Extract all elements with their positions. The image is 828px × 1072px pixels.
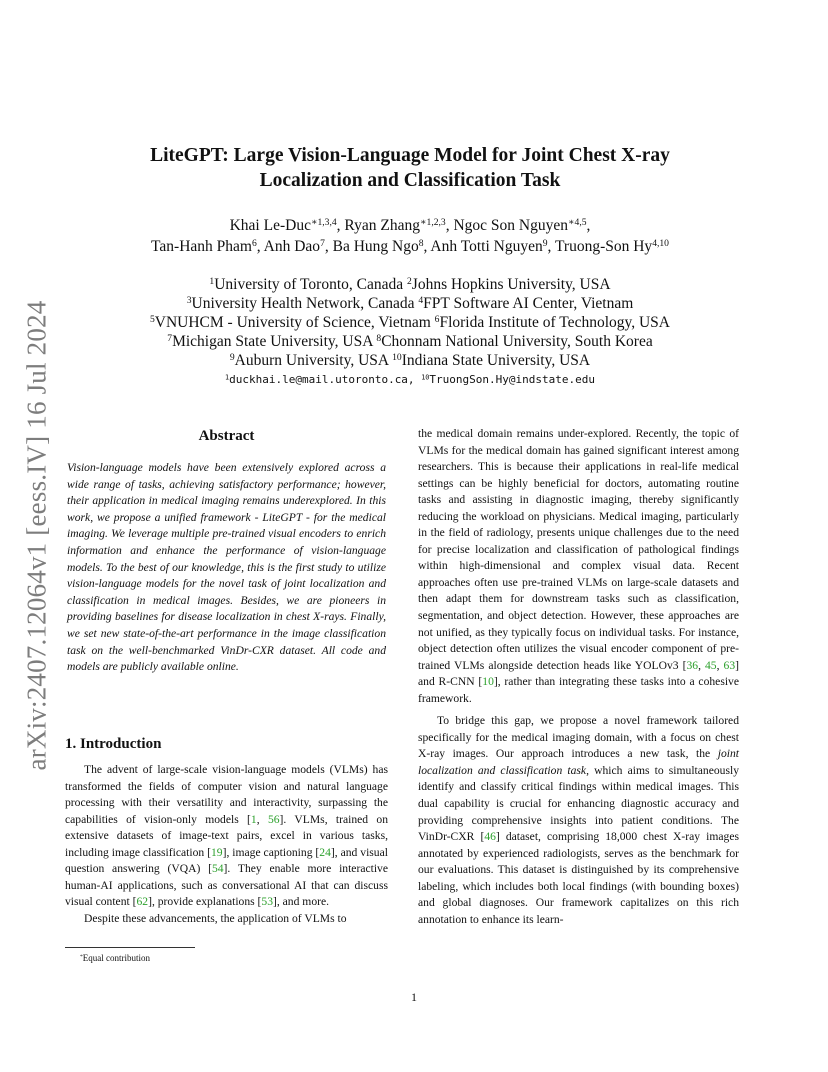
abstract-text: Vision-language models have been extensively explored across a wide range of tasks, achieving satisfactory performance; however, their application in medical imaging remains underexplored. In this work, we propose a unified framework - LiteGPT - for the medical imaging. We leverage multiple pre-trained visual encoders to enrich information and enhance the performance of vision-language models. To the best of our knowledge, this is the first study to utilize vision-language models for the novel task of joint localization and classification in medical images. Besides, we are pioneers in providing baselines for disease localization in chest X-rays. Finally, we set new state-of-the-art performance in the image classification task on the well-benchmarked VinDr-CXR dataset. All code and models are publicly available online. — [67, 461, 386, 674]
affiliation-text: FPT Software AI Center, Vietnam — [423, 295, 634, 312]
affiliation-text: Johns Hopkins University, USA — [411, 276, 611, 293]
emphasized-text: joint localization and classification task — [418, 747, 739, 777]
author-line-1: Khai Le-Duc$^{∗1,3,4}$, Ryan Zhang$^{∗1,2,3}$, Ngoc Son Nguyen$^{∗4,5}$, — [229, 217, 591, 234]
author-name: Ngoc Son Nguyen — [453, 217, 568, 234]
paragraph: To bridge this gap, we propose a novel framework tailored specifically for the medical imaging domain, with a focus on chest X-ray images. Our approach introduces a new task, the joint localization and classification task, which aims to simultaneously identify and classify critical findings within medical images. This dual capability is crucial for enhancing diagnostic accuracy and providing comprehensive insights into patient conditions. The VinDr-CXR [46] dataset, comprising 18,000 chest X-ray images annotated by experienced radiologists, serves as the benchmark for our evaluations. This dataset is distinguished by its comprehensive labeling, which includes both local findings (with bounding boxes) and global diagnoses. Our framework capitalizes on this rich annotation to enhance its learn- — [418, 714, 739, 926]
affiliation-text: Auburn University, USA — [234, 352, 393, 369]
affiliation-mark: 2 — [406, 276, 412, 288]
affiliation-mark: 7 — [167, 333, 173, 345]
author-affiliation-mark: 6 — [251, 238, 257, 250]
affiliation-line — [90, 294, 730, 313]
author-affiliation-mark: 8 — [418, 238, 424, 250]
author-list — [90, 215, 730, 257]
section-heading-introduction: 1. Introduction — [65, 736, 162, 752]
author-name: Anh Totti Nguyen — [430, 238, 543, 255]
email-address[interactable]: duckhai.le@mail.utoronto.ca, — [229, 373, 415, 386]
affiliation-text: Chonnam National University, South Korea — [381, 333, 653, 350]
contact-emails — [90, 372, 730, 388]
affiliation-text: Florida Institute of Technology, USA — [439, 314, 671, 331]
affiliation-line — [90, 351, 730, 370]
affiliation-text: Indiana State University, USA — [401, 352, 591, 369]
citation-link[interactable]: 36 — [686, 658, 699, 672]
affiliation-mark: 8 — [376, 333, 382, 345]
email-mark: 1 — [225, 373, 230, 382]
author-affiliation-mark: 4,10 — [652, 238, 669, 250]
paper-title-line-1: LiteGPT: Large Vision-Language Model for Joint Chest X-ray — [150, 145, 670, 166]
paper-title — [90, 143, 730, 193]
email-address[interactable]: TruongSon.Hy@indstate.edu — [429, 373, 595, 386]
affiliation-mark: 5 — [149, 314, 155, 326]
affiliation-mark: 4 — [418, 295, 424, 307]
affiliation-mark: 3 — [186, 295, 192, 307]
citation-link[interactable]: 63 — [723, 658, 736, 672]
author-name: Ba Hung Ngo — [332, 238, 419, 255]
introduction-body — [65, 762, 388, 927]
arxiv-identifier-stamp — [12, 294, 62, 776]
author-name: Truong-Son Hy — [555, 238, 653, 255]
author-name: Tan-Hanh Pham — [151, 238, 252, 255]
citation-link[interactable]: 19 — [210, 845, 223, 859]
abstract-heading: Abstract — [198, 428, 255, 444]
affiliation-text: University of Toronto, Canada — [214, 276, 407, 293]
footnote — [80, 952, 150, 964]
author-affiliation-mark: 7 — [320, 238, 325, 250]
page-number: 1 — [411, 990, 417, 1004]
author-name: Ryan Zhang — [344, 217, 420, 234]
arxiv-identifier-text: arXiv:2407.12064v1 [eess.IV] 16 Jul 2024 — [21, 300, 52, 770]
footnote-text: Equal contribution — [82, 953, 151, 963]
affiliation-text: Michigan State University, USA — [172, 333, 377, 350]
affiliation-mark: 9 — [229, 352, 235, 364]
citation-link[interactable]: 10 — [482, 675, 494, 689]
left-column — [65, 426, 389, 925]
author-name: Anh Dao — [263, 238, 321, 255]
citation-link[interactable]: 53 — [261, 895, 273, 909]
footnote-mark: * — [80, 954, 83, 961]
author-name: Khai Le-Duc — [229, 217, 311, 234]
citation-link[interactable]: 54 — [211, 862, 224, 876]
affiliation-mark: 1 — [209, 276, 215, 288]
citation-link[interactable]: 46 — [484, 830, 496, 844]
affiliation-text: VNUHCM - University of Science, Vietnam — [154, 314, 435, 331]
citation-link[interactable]: 56 — [267, 812, 280, 826]
author-line-2: Tan-Hanh Pham$^6$, Anh Dao$^7$, Ba Hung Ngo$^8$, Anh Totti Nguyen$^9$, Truong-Son Hy$^{4,10}$ — [151, 238, 669, 255]
footnote-divider — [65, 947, 195, 948]
affiliation-text: University Health Network, Canada — [191, 295, 419, 312]
affiliation-line — [90, 313, 730, 332]
author-affiliation-mark: ∗4,5 — [568, 217, 587, 229]
paragraph: Despite these advancements, the application of VLMs to — [84, 911, 347, 925]
author-affiliation-mark: ∗1,2,3 — [420, 217, 446, 229]
citation-link[interactable]: 1 — [250, 812, 257, 826]
citation-link[interactable]: 24 — [319, 845, 331, 859]
author-affiliation-mark: ∗1,3,4 — [310, 217, 337, 229]
affiliation-mark: 10 — [392, 352, 402, 364]
affiliation-mark: 6 — [434, 314, 440, 326]
paragraph: The advent of large-scale vision-language models (VLMs) has transformed the fields of computer vision and natural language processing with their versatility and interactivity, surpassing the capabilities of vision-only models [1, 56]. VLMs, trained on extensive datasets of image-text pairs, excel in various tasks, including image classification [19], image captioning [24], and visual question answering (VQA) [54]. They enable more interactive human-AI applications, such as conversational AI that can discuss visual content [62], provide explanations [53], and more. — [65, 763, 389, 909]
paragraph: the medical domain remains under-explored. Recently, the topic of VLMs for the medical domain has gained significant interest among researchers. This is because their applications in real-life medical settings can be highly beneficial for doctors, automating routine tasks and assisting in diagnostic imaging, thereby significantly reducing the workload on physicians. Medical imaging, particularly in the field of radiology, presents unique challenges due to the need for precise localization and classification of pathological findings within high-dimensional and complex visual data. Recent approaches often use pre-trained VLMs on large-scale datasets and then adapt them for downstream tasks such as classification, segmentation, and object detection. However, these approaches are not unified, as they typically focus on individual tasks. For instance, object detection often utilizes the visual encoder component of pre-trained VLMs alongside detection heads like YOLOv3 [36, 45, 63] and R-CNN [10], rather than integrating these tasks into a cohesive framework. — [418, 427, 739, 705]
citation-link[interactable]: 45 — [705, 658, 717, 672]
citation-link[interactable]: 62 — [136, 895, 149, 909]
affiliation-line — [90, 275, 730, 294]
email-mark: 10 — [421, 373, 430, 382]
paper-title-line-2: Localization and Classification Task — [259, 170, 561, 191]
affiliation-list — [90, 275, 730, 370]
affiliation-line — [90, 332, 730, 351]
right-column — [418, 426, 739, 928]
author-affiliation-mark: 9 — [542, 238, 548, 250]
